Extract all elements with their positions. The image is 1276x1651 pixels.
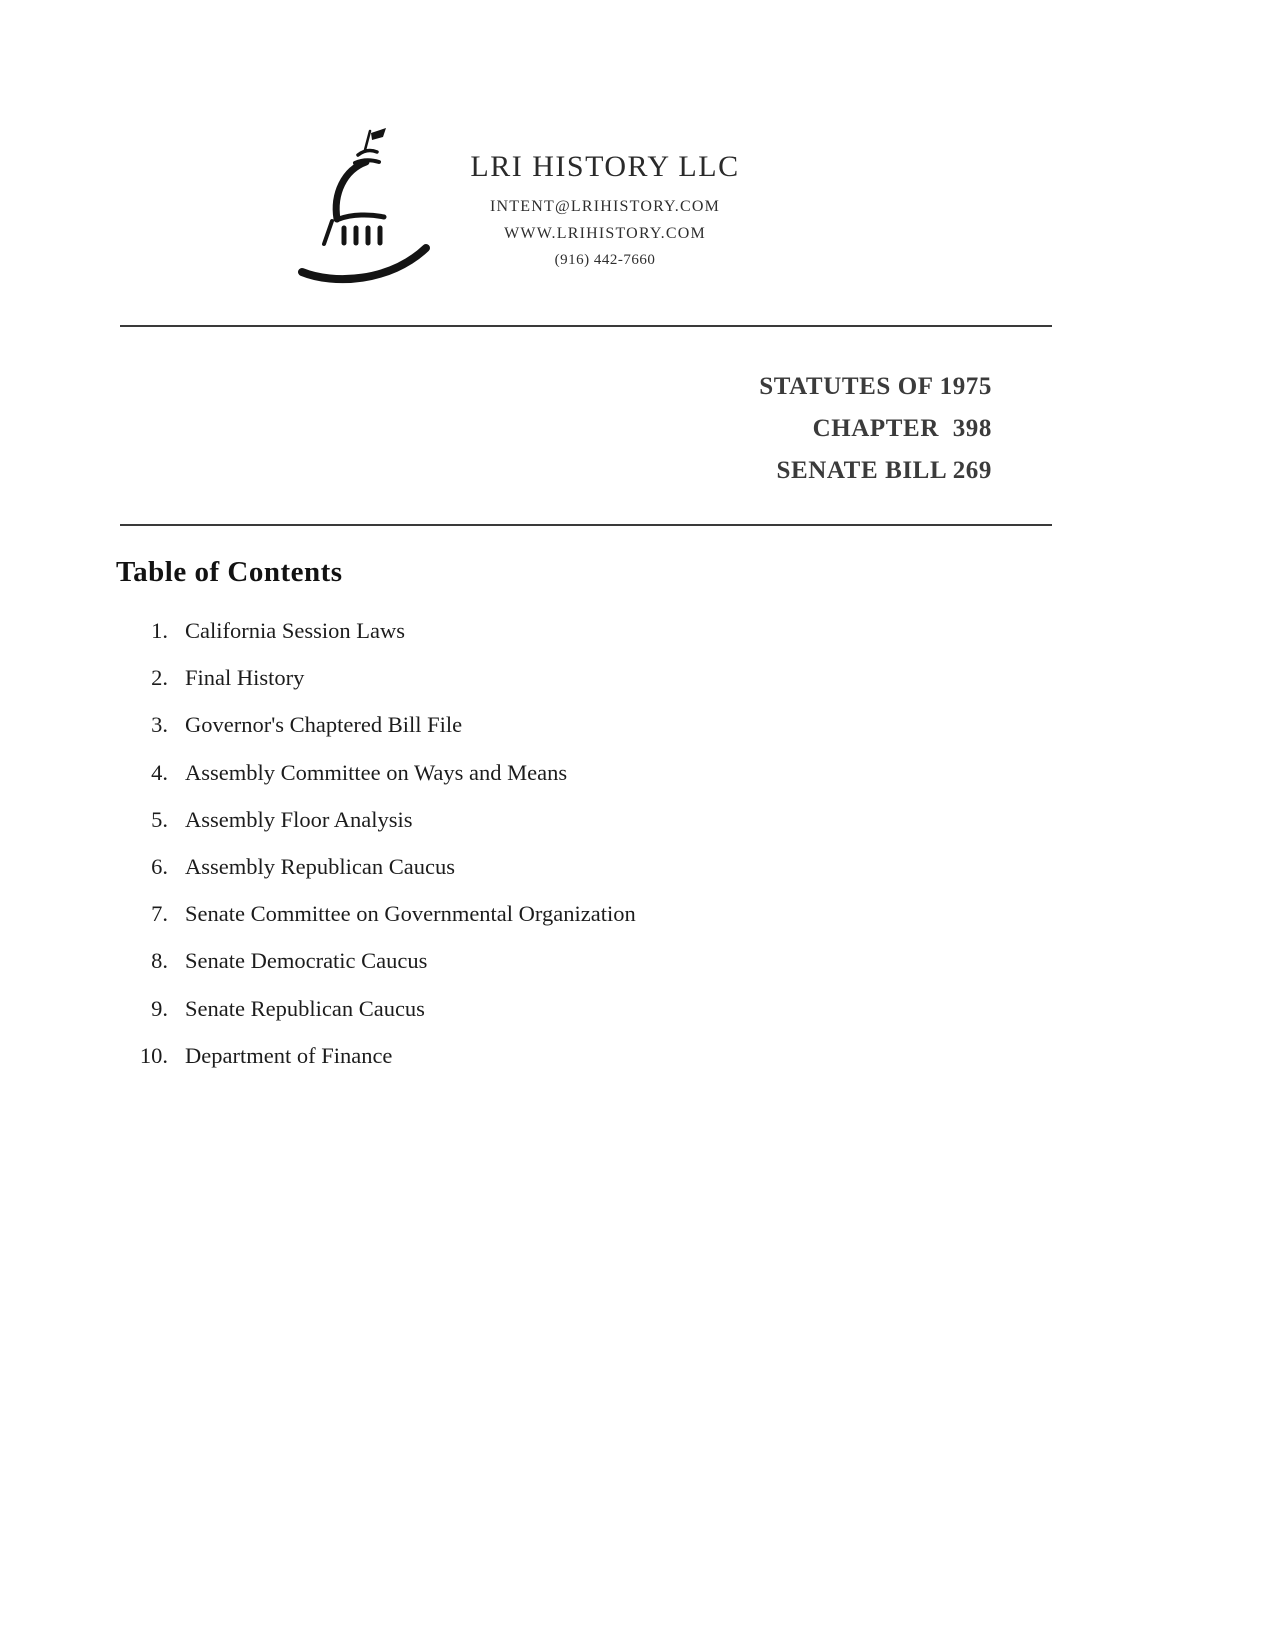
- toc-item-number: 1.: [151, 618, 168, 643]
- flag-icon: [371, 128, 386, 140]
- toc-heading: Table of Contents: [116, 556, 343, 588]
- company-name: LRI HISTORY LLC: [470, 150, 740, 183]
- toc-item: [118, 760, 636, 807]
- statutes-line: STATUTES OF 1975: [759, 373, 992, 400]
- toc-item-number: 5.: [151, 806, 168, 832]
- toc-item: [118, 948, 636, 995]
- toc-item-label: Department of Finance: [185, 1042, 393, 1068]
- toc-item-label: Senate Committee on Governmental Organization: [185, 901, 636, 927]
- toc-item: [118, 854, 636, 901]
- toc-item: [118, 996, 636, 1043]
- toc-item-label: Governor's Chaptered Bill File: [185, 712, 463, 738]
- company-email: INTENT@LRIHISTORY.COM: [489, 198, 721, 215]
- toc-item-number: 8.: [151, 948, 168, 974]
- toc-item-number: 4.: [151, 759, 168, 785]
- company-website: WWW.LRIHISTORY.COM: [504, 225, 706, 242]
- toc-item-number: 7.: [151, 901, 168, 927]
- toc-item-number: 3.: [151, 712, 168, 738]
- company-header: [420, 150, 790, 269]
- toc-item-number: 2.: [151, 665, 168, 691]
- toc-item: [118, 901, 636, 948]
- toc-item: [118, 665, 636, 712]
- toc-item-label: California Session Laws: [185, 618, 405, 643]
- toc-item-number: 10.: [139, 1042, 168, 1068]
- senate-bill-line: SENATE BILL 269: [776, 457, 992, 484]
- statutes-title-block: [759, 366, 992, 492]
- toc-item-label: Final History: [185, 665, 305, 691]
- toc-list: [118, 618, 636, 1090]
- toc-item-label: Senate Democratic Caucus: [185, 948, 428, 974]
- toc-item: [118, 618, 636, 665]
- toc-item-number: 9.: [151, 995, 168, 1021]
- chapter-line: CHAPTER 398: [812, 415, 992, 442]
- toc-item-label: Assembly Committee on Ways and Means: [185, 759, 568, 785]
- toc-item: [118, 807, 636, 854]
- toc-item-number: 6.: [151, 853, 168, 879]
- divider-bottom: [120, 524, 1052, 526]
- toc-item-label: Assembly Floor Analysis: [185, 806, 413, 832]
- toc-item: [118, 1043, 636, 1090]
- divider-top: [120, 325, 1052, 327]
- toc-item-label: Senate Republican Caucus: [185, 995, 425, 1021]
- toc-item: [118, 712, 636, 759]
- company-phone: (916) 442-7660: [554, 252, 656, 268]
- toc-item-label: Assembly Republican Caucus: [185, 853, 455, 879]
